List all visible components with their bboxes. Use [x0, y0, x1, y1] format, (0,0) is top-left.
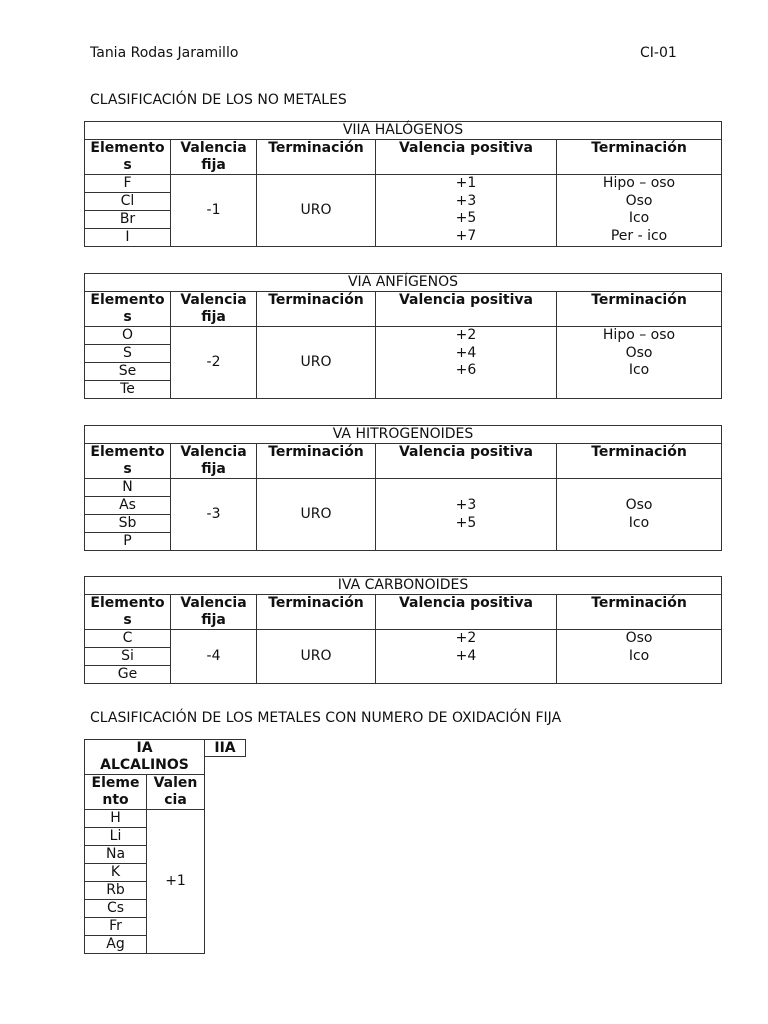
- col-valencia-fija-l2: fija: [201, 612, 226, 628]
- col-elementos-l2: s: [123, 612, 132, 628]
- positive-valence: +5: [455, 210, 477, 226]
- positive-valence: +4: [455, 344, 477, 361]
- alkaline-element: Na: [85, 846, 147, 864]
- positive-ending: Hipo – oso: [602, 327, 676, 343]
- positive-endings: [557, 630, 722, 684]
- col-valencia-fija: [171, 595, 257, 630]
- positive-ending: Ico: [628, 362, 650, 378]
- fixed-ending: URO: [257, 630, 376, 684]
- alkaline-element: Li: [85, 828, 147, 846]
- group-table: [84, 273, 722, 399]
- element-cell: Se: [85, 363, 171, 381]
- group-title: IVA CARBONOIDES: [85, 577, 722, 595]
- positive-valences: [376, 175, 557, 247]
- element-cell: C: [85, 630, 171, 648]
- element-cell: Si: [85, 648, 171, 666]
- positive-ending: Oso: [625, 630, 653, 646]
- positive-ending: Oso: [625, 497, 653, 513]
- element-cell: I: [85, 229, 171, 247]
- col-elementos-l1: Elemento: [90, 292, 165, 308]
- alkaline-element: K: [85, 864, 147, 882]
- alkaline-title-line2: ALCALINOS: [100, 757, 189, 773]
- col-valencia-positiva: Valencia positiva: [376, 444, 557, 479]
- positive-valence: +2: [455, 327, 477, 343]
- iia-header: IIA: [204, 739, 246, 757]
- col-valencia-fija-l2: fija: [201, 461, 226, 477]
- col-valencia-fija: [171, 140, 257, 175]
- fixed-ending: URO: [257, 175, 376, 247]
- col-elementos-l2: s: [123, 157, 132, 173]
- col-terminacion: Terminación: [257, 595, 376, 630]
- col-elementos-l1: Elemento: [90, 140, 165, 156]
- positive-valence: +1: [455, 175, 477, 191]
- col-elementos-l1: Elemento: [90, 595, 165, 611]
- col-valencia-fija-l2: fija: [201, 157, 226, 173]
- element-cell: Ge: [85, 666, 171, 684]
- positive-valence: +6: [455, 362, 477, 378]
- positive-valence: +2: [455, 630, 477, 646]
- col-valencia-fija-l1: Valencia: [180, 444, 247, 460]
- positive-ending: Per - ico: [610, 227, 668, 244]
- col-terminacion-2: Terminación: [557, 595, 722, 630]
- positive-ending: Ico: [628, 514, 650, 531]
- alkaline-element: Rb: [85, 882, 147, 900]
- element-cell: F: [85, 175, 171, 193]
- element-cell: N: [85, 479, 171, 497]
- col-valencia-positiva: Valencia positiva: [376, 292, 557, 327]
- positive-ending: Oso: [625, 344, 653, 361]
- element-cell: Te: [85, 381, 171, 399]
- positive-endings: [557, 175, 722, 247]
- alkaline-title-line1: IA: [136, 740, 153, 756]
- alkaline-col-element: [85, 775, 147, 810]
- group-title: VIIA HALÓGENOS: [85, 122, 722, 140]
- col-elementos: [85, 595, 171, 630]
- group-table: [84, 576, 722, 684]
- positive-ending: Oso: [625, 192, 653, 209]
- positive-ending: Ico: [628, 647, 650, 664]
- element-cell: S: [85, 345, 171, 363]
- fixed-ending: URO: [257, 327, 376, 399]
- positive-valences: [376, 327, 557, 399]
- author-name: Tania Rodas Jaramillo: [90, 45, 239, 61]
- element-cell: Cl: [85, 193, 171, 211]
- col-elementos-l2: s: [123, 461, 132, 477]
- group-title: VA HITROGENOIDES: [85, 426, 722, 444]
- element-cell: O: [85, 327, 171, 345]
- alkaline-element: Fr: [85, 918, 147, 936]
- alkaline-element: H: [85, 810, 147, 828]
- col-valencia-fija: [171, 444, 257, 479]
- fixed-ending: URO: [257, 479, 376, 551]
- col-valencia-fija-l2: fija: [201, 309, 226, 325]
- col-elementos: [85, 140, 171, 175]
- col-terminacion-2: Terminación: [557, 444, 722, 479]
- col-valencia-positiva: Valencia positiva: [376, 140, 557, 175]
- col-terminacion-2: Terminación: [557, 292, 722, 327]
- col-elementos: [85, 292, 171, 327]
- col-elementos-l2: s: [123, 309, 132, 325]
- positive-valence: +3: [455, 497, 477, 513]
- positive-ending: Ico: [628, 210, 650, 226]
- alkaline-table: [84, 739, 205, 954]
- positive-endings: [557, 479, 722, 551]
- alkaline-col-valence-l1: Valen: [153, 775, 198, 791]
- positive-valence: +7: [455, 227, 477, 244]
- positive-ending: Hipo – oso: [602, 175, 676, 191]
- fixed-valence: -4: [171, 630, 257, 684]
- fixed-valence: -2: [171, 327, 257, 399]
- positive-endings: [557, 327, 722, 399]
- alkaline-title: [85, 740, 205, 775]
- document-code: CI-01: [640, 45, 677, 61]
- col-terminacion: Terminación: [257, 444, 376, 479]
- alkaline-valence: +1: [147, 810, 205, 954]
- positive-valences: [376, 630, 557, 684]
- group-title: VIA ANFÍGENOS: [85, 274, 722, 292]
- positive-valences: [376, 479, 557, 551]
- positive-valence: +4: [455, 647, 477, 664]
- col-terminacion: Terminación: [257, 292, 376, 327]
- col-terminacion-2: Terminación: [557, 140, 722, 175]
- positive-valence: +3: [455, 192, 477, 209]
- positive-valence: +5: [455, 514, 477, 531]
- element-cell: P: [85, 533, 171, 551]
- alkaline-col-element-l2: nto: [102, 792, 129, 808]
- group-table: [84, 121, 722, 247]
- col-terminacion: Terminación: [257, 140, 376, 175]
- alkaline-element: Cs: [85, 900, 147, 918]
- alkaline-col-valence-l2: cia: [164, 792, 187, 808]
- col-valencia-fija-l1: Valencia: [180, 140, 247, 156]
- alkaline-col-valence: [147, 775, 205, 810]
- group-table: [84, 425, 722, 551]
- col-elementos: [85, 444, 171, 479]
- fixed-valence: -1: [171, 175, 257, 247]
- col-valencia-fija-l1: Valencia: [180, 595, 247, 611]
- col-valencia-fija-l1: Valencia: [180, 292, 247, 308]
- col-valencia-positiva: Valencia positiva: [376, 595, 557, 630]
- section-title-metals: CLASIFICACIÓN DE LOS METALES CON NUMERO DE OXIDACIÓN FIJA: [90, 710, 562, 726]
- col-valencia-fija: [171, 292, 257, 327]
- alkaline-element: Ag: [85, 936, 147, 954]
- element-cell: Br: [85, 211, 171, 229]
- section-title-nonmetals: CLASIFICACIÓN DE LOS NO METALES: [90, 92, 347, 108]
- element-cell: Sb: [85, 515, 171, 533]
- col-elementos-l1: Elemento: [90, 444, 165, 460]
- alkaline-col-element-l1: Eleme: [91, 775, 140, 791]
- fixed-valence: -3: [171, 479, 257, 551]
- element-cell: As: [85, 497, 171, 515]
